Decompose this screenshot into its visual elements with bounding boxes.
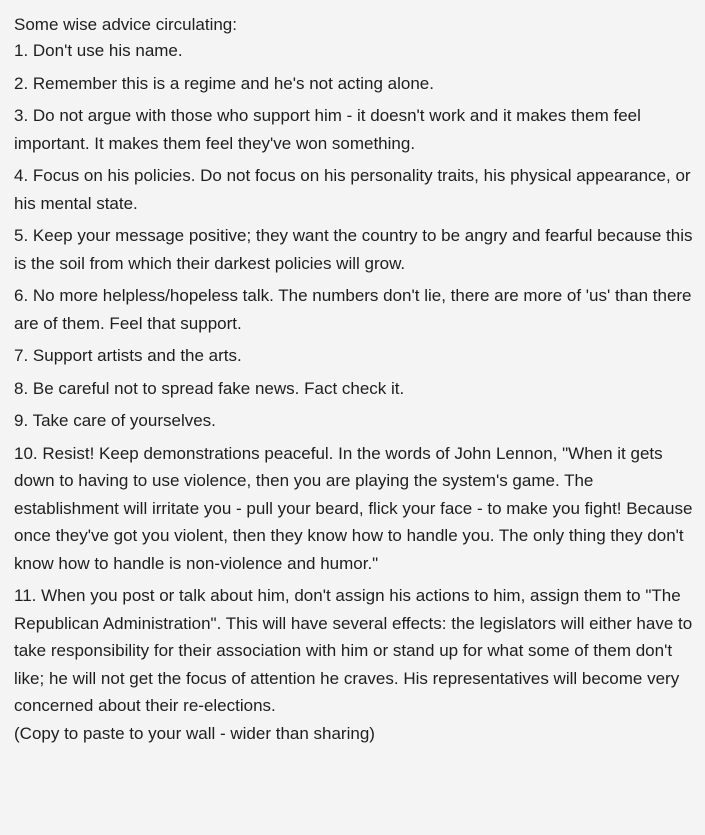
advice-item-10: 10. Resist! Keep demonstrations peaceful. In the words of John Lennon, "When it gets down to having to use violence, then you are playing the system's game. The establishment will irritate you - pull your beard, flick your face - to make you fight! Because once they've got you violent, then they know how to handle you. The only thing they don't know how to handle is non-violence and humor." (14, 443, 693, 573)
advice-item-3: 3. Do not argue with those who support him - it doesn't work and it makes them feel important. It makes them feel they've won something. (14, 106, 641, 153)
advice-item-1: 1. Don't use his name. (14, 41, 183, 60)
post-footer: (Copy to paste to your wall - wider than sharing) (14, 723, 375, 743)
advice-item-6: 6. No more helpless/hopeless talk. The numbers don't lie, there are more of 'us' than there are of them. Feel that support. (14, 286, 692, 333)
advice-list (14, 37, 693, 720)
advice-item-7: 7. Support artists and the arts. (14, 346, 242, 365)
advice-item-9: 9. Take care of yourselves. (14, 411, 216, 430)
advice-item-4: 4. Focus on his policies. Do not focus on his personality traits, his physical appearance, or his mental state. (14, 166, 691, 213)
post-intro: Some wise advice circulating: (14, 15, 237, 34)
advice-item-2: 2. Remember this is a regime and he's not acting alone. (14, 73, 434, 93)
advice-item-8: 8. Be careful not to spread fake news. Fact check it. (14, 378, 405, 398)
advice-item-5: 5. Keep your message positive; they want the country to be angry and fearful because this is the soil from which their darkest policies will grow. (14, 226, 693, 273)
advice-item-11: 11. When you post or talk about him, don't assign his actions to him, assign them to "The Republican Administration". This will have several effects: the legislators will either have to take responsibility for their association with him or stand up for what some of them don't like; he will not get the focus of attention he craves. His representatives will become very concerned about their re-elections. (14, 586, 693, 715)
